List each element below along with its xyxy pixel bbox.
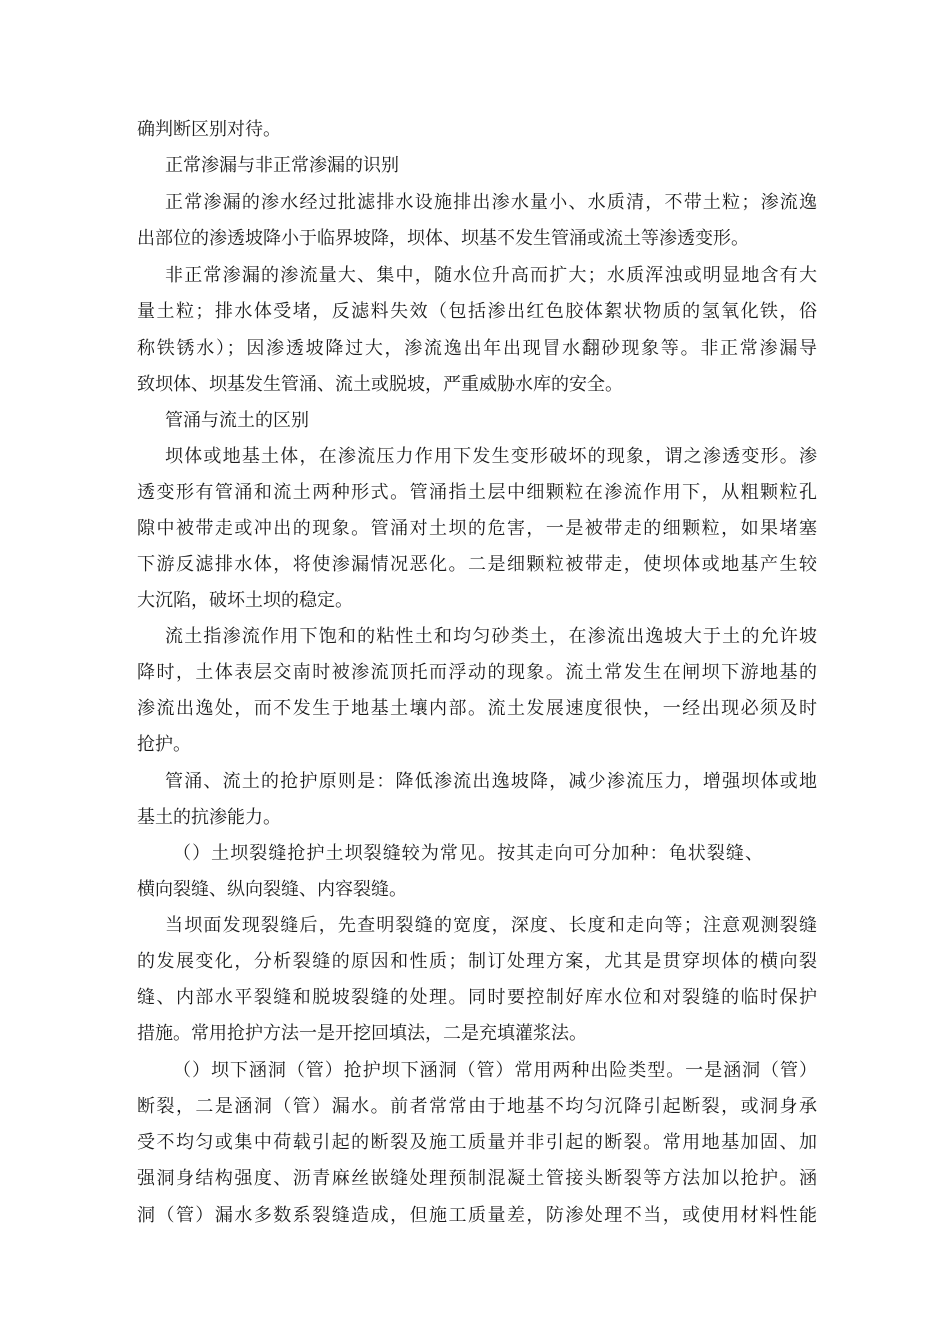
text-line: 基土的抗渗能力。 [137, 807, 281, 828]
text-line: 降时，土体表层交南时被渗流顶托而浮动的现象。流土常发生在闸坝下游地基的 [137, 662, 817, 683]
text-line: 出部位的渗透坡降小于临界坡降，坝体、坝基不发生管涌或流土等渗透变形。 [137, 228, 749, 249]
text-line: 强洞身结构强度、沥青麻丝嵌缝处理预制混凝土管接头断裂等方法加以抢护。涵 [137, 1168, 817, 1189]
text-line: （）坝下涵洞（管）抢护坝下涵洞（管）常用两种出险类型。一是涵洞（管） [173, 1060, 817, 1081]
text-line: 抢护。 [137, 734, 191, 755]
text-line: 横向裂缝、纵向裂缝、内容裂缝。 [137, 879, 407, 900]
text-line: 下游反滤排水体，将使渗漏情况恶化。二是细颗粒被带走，使坝体或地基产生较 [137, 554, 817, 575]
text-line: （）土坝裂缝抢护土坝裂缝较为常见。按其走向可分加种：龟状裂缝、 [173, 843, 763, 864]
text-line: 透变形有管涌和流土两种形式。管涌指土层中细颗粒在渗流作用下，从粗颗粒孔 [137, 482, 817, 503]
text-line: 大沉陷，破坏土坝的稳定。 [137, 590, 353, 611]
section-heading: 管涌与流土的区别 [165, 410, 309, 431]
text-line: 称铁锈水）；因渗透坡降过大，渗流逸出年出现冒水翻砂现象等。非正常渗漏导 [137, 338, 817, 359]
text-line: 当坝面发现裂缝后，先查明裂缝的宽度，深度、长度和走向等；注意观测裂缝 [165, 915, 817, 936]
text-line: 正常渗漏的渗水经过批滤排水设施排出渗水量小、水质清，不带土粒；渗流逸 [165, 192, 817, 213]
text-line: 洞（管）漏水多数系裂缝造成，但施工质量差，防渗处理不当，或使用材料性能 [137, 1205, 817, 1226]
text-line: 受不均匀或集中荷载引起的断裂及施工质量并非引起的断裂。常用地基加固、加 [137, 1132, 817, 1153]
text-line: 措施。常用抢护方法一是开挖回填法，二是充填灌浆法。 [137, 1023, 587, 1044]
text-line: 管涌、流土的抢护原则是：降低渗流出逸坡降，减少渗流压力，增强坝体或地 [165, 771, 817, 792]
text-line: 缝、内部水平裂缝和脱坡裂缝的处理。同时要控制好库水位和对裂缝的临时保护 [137, 987, 817, 1008]
text-line: 坝体或地基土体，在渗流压力作用下发生变形破坏的现象，谓之渗透变形。渗 [165, 446, 817, 467]
text-line: 渗流出逸处，而不发生于地基土壤内部。流土发展速度很快，一经出现必须及时 [137, 698, 817, 719]
text-line: 致坝体、坝基发生管涌、流土或脱坡，严重威胁水库的安全。 [137, 374, 623, 395]
text-line: 流土指渗流作用下饱和的粘性土和均匀砂类土，在渗流出逸坡大于土的允许坡 [165, 626, 817, 647]
text-line: 隙中被带走或冲出的现象。管涌对土坝的危害，一是被带走的细颗粒，如果堵塞 [137, 518, 817, 539]
text-line: 非正常渗漏的渗流量大、集中，随水位升高而扩大；水质浑浊或明显地含有大 [165, 265, 817, 286]
text-line: 量土粒；排水体受堵，反滤料失效（包括渗出红色胶体絮状物质的氢氧化铁，俗 [137, 301, 817, 322]
text-line: 确判断区别对待。 [137, 119, 281, 140]
text-line: 断裂，二是涵洞（管）漏水。前者常常由于地基不均匀沉降引起断裂，或洞身承 [137, 1096, 817, 1117]
section-heading: 正常渗漏与非正常渗漏的识别 [165, 155, 399, 176]
text-line: 的发展变化，分析裂缝的原因和性质；制订处理方案，尤其是贯穿坝体的横向裂 [137, 951, 817, 972]
